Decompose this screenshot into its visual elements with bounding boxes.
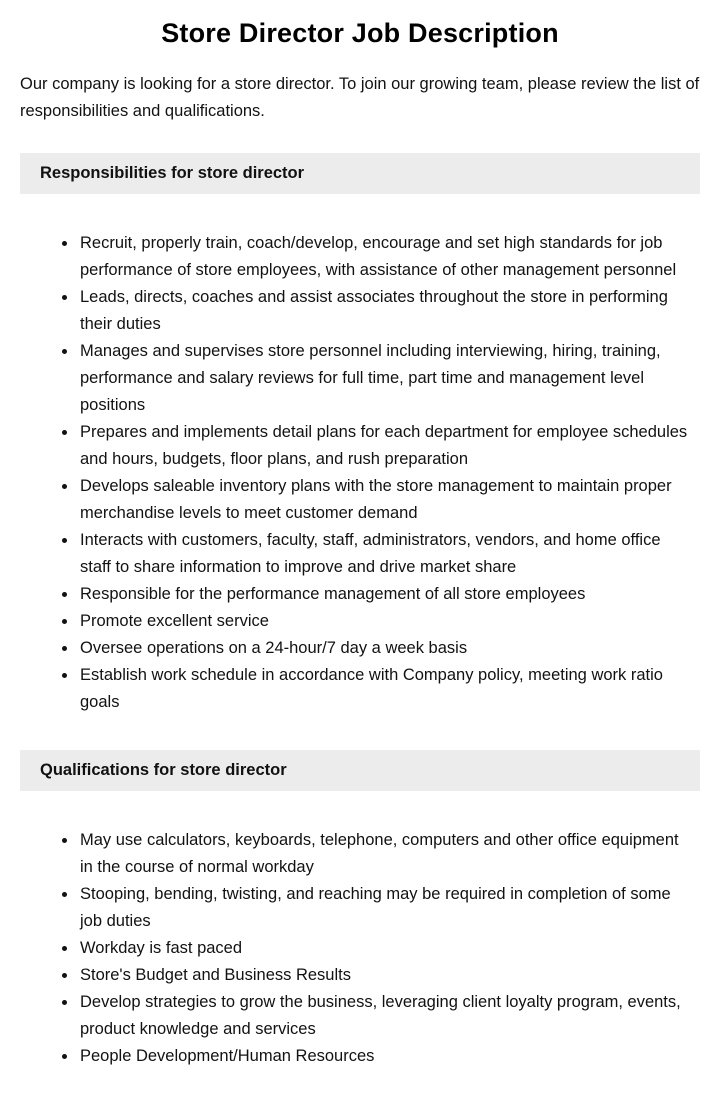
list-item: Develop strategies to grow the business, leveraging client loyalty program, events, product knowledge and services xyxy=(62,989,690,1043)
list-item: Oversee operations on a 24-hour/7 day a week basis xyxy=(62,635,690,662)
responsibilities-heading: Responsibilities for store director xyxy=(40,164,305,182)
list-item: Responsible for the performance management of all store employees xyxy=(62,581,690,608)
list-item: Establish work schedule in accordance with Company policy, meeting work ratio goals xyxy=(62,662,690,716)
list-item: Prepares and implements detail plans for each department for employee schedules and hours, budgets, floor plans, and rush preparation xyxy=(62,419,690,473)
list-item: Workday is fast paced xyxy=(62,935,690,962)
list-item: People Development/Human Resources xyxy=(62,1043,690,1070)
intro-paragraph: Our company is looking for a store director. To join our growing team, please review the list of responsibilities and qualifications. xyxy=(20,75,700,120)
qualifications-heading: Qualifications for store director xyxy=(40,761,287,779)
list-item: Leads, directs, coaches and assist associates throughout the store in performing their duties xyxy=(62,284,690,338)
list-item: Stooping, bending, twisting, and reaching may be required in completion of some job duties xyxy=(62,881,690,935)
list-item: Develops saleable inventory plans with the store management to maintain proper merchandise levels to meet customer demand xyxy=(62,473,690,527)
page-title: Store Director Job Description xyxy=(161,18,559,48)
list-item: Store's Budget and Business Results xyxy=(62,962,690,989)
list-item: Promote excellent service xyxy=(62,608,690,635)
list-item: Interacts with customers, faculty, staff, administrators, vendors, and home office staff to share information to improve and drive market share xyxy=(62,527,690,581)
section-header-qualifications xyxy=(20,750,700,791)
section-header-responsibilities xyxy=(20,153,700,194)
qualifications-list xyxy=(20,791,700,1104)
list-item: Manages and supervises store personnel including interviewing, hiring, training, performance and salary reviews for full time, part time and management level positions xyxy=(62,338,690,419)
list-item: Recruit, properly train, coach/develop, encourage and set high standards for job performance of store employees, with assistance of other management personnel xyxy=(62,230,690,284)
list-item: May use calculators, keyboards, telephone, computers and other office equipment in the course of normal workday xyxy=(62,827,690,881)
responsibilities-list xyxy=(20,194,700,750)
